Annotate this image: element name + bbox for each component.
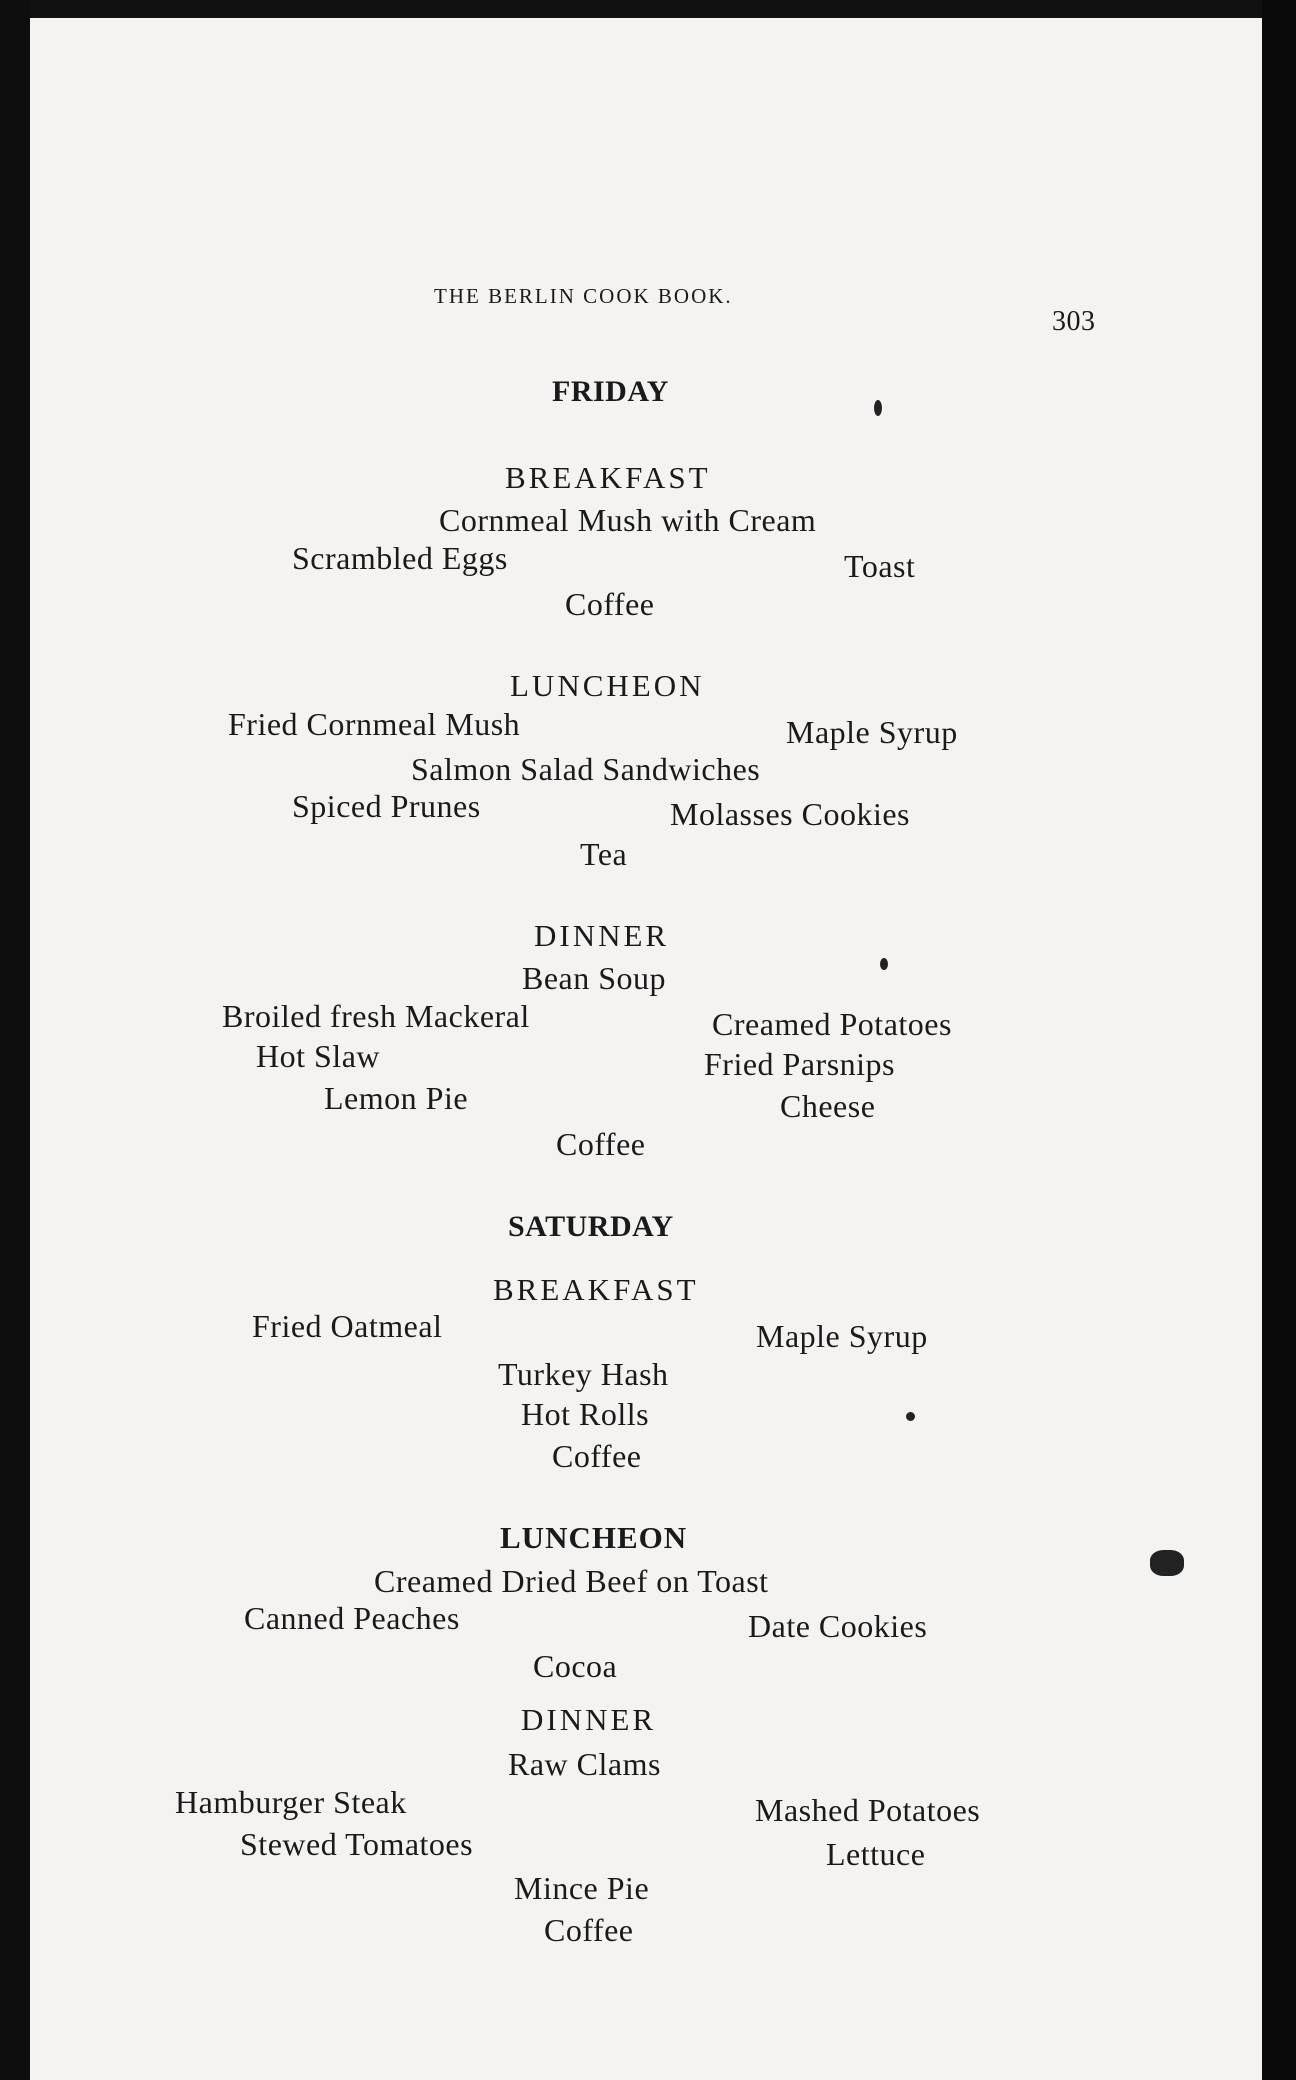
menu-item: Date Cookies bbox=[748, 1608, 928, 1644]
menu-item: Coffee bbox=[544, 1912, 634, 1948]
scan-speck bbox=[874, 400, 882, 416]
menu-item: Creamed Dried Beef on Toast bbox=[374, 1563, 769, 1599]
menu-item: Stewed Tomatoes bbox=[240, 1826, 474, 1862]
menu-item: Cornmeal Mush with Cream bbox=[439, 502, 817, 538]
menu-item: Toast bbox=[844, 548, 916, 584]
menu-item: Maple Syrup bbox=[786, 714, 958, 750]
scan-speck bbox=[1150, 1550, 1184, 1576]
friday-luncheon-heading: LUNCHEON bbox=[510, 668, 705, 703]
menu-item: Turkey Hash bbox=[498, 1356, 669, 1392]
menu-item: Scrambled Eggs bbox=[292, 540, 508, 576]
menu-item: Mashed Potatoes bbox=[755, 1792, 981, 1828]
menu-item: Molasses Cookies bbox=[670, 796, 910, 832]
menu-item: Mince Pie bbox=[514, 1870, 650, 1906]
scan-speck bbox=[880, 958, 888, 970]
saturday-dinner-heading: DINNER bbox=[521, 1702, 657, 1737]
day-heading-friday: FRIDAY bbox=[552, 375, 669, 408]
menu-item: Lettuce bbox=[826, 1836, 926, 1872]
menu-item: Coffee bbox=[565, 586, 655, 622]
saturday-breakfast-heading: BREAKFAST bbox=[493, 1272, 699, 1307]
menu-item: Hamburger Steak bbox=[175, 1784, 407, 1820]
day-heading-saturday: SATURDAY bbox=[508, 1210, 674, 1243]
menu-item: Fried Parsnips bbox=[704, 1046, 895, 1082]
menu-item: Hot Rolls bbox=[521, 1396, 650, 1432]
page-binding-shadow bbox=[0, 0, 30, 2080]
menu-item: Cocoa bbox=[533, 1648, 618, 1684]
friday-dinner-heading: DINNER bbox=[534, 918, 670, 953]
menu-item: Coffee bbox=[556, 1126, 646, 1162]
menu-item: Fried Cornmeal Mush bbox=[228, 706, 521, 742]
menu-item: Coffee bbox=[552, 1438, 642, 1474]
menu-item: Raw Clams bbox=[508, 1746, 661, 1782]
menu-item: Tea bbox=[580, 836, 628, 872]
menu-item: Bean Soup bbox=[522, 960, 667, 996]
menu-item: Cheese bbox=[780, 1088, 876, 1124]
book-title-header: THE BERLIN COOK BOOK. bbox=[434, 284, 733, 308]
menu-item: Maple Syrup bbox=[756, 1318, 928, 1354]
menu-item: Salmon Salad Sandwiches bbox=[411, 751, 761, 787]
scan-speck bbox=[906, 1412, 915, 1421]
menu-item: Hot Slaw bbox=[256, 1038, 380, 1074]
menu-item: Canned Peaches bbox=[244, 1600, 460, 1636]
menu-item: Broiled fresh Mackeral bbox=[222, 998, 530, 1034]
book-page bbox=[30, 18, 1262, 2080]
page-number: 303 bbox=[1052, 306, 1096, 337]
menu-item: Spiced Prunes bbox=[292, 788, 481, 824]
menu-item: Lemon Pie bbox=[324, 1080, 469, 1116]
menu-item: Fried Oatmeal bbox=[252, 1308, 443, 1344]
menu-item: Creamed Potatoes bbox=[712, 1006, 952, 1042]
saturday-luncheon-heading: LUNCHEON bbox=[500, 1520, 688, 1555]
page-edge-shadow bbox=[1262, 0, 1296, 2080]
friday-breakfast-heading: BREAKFAST bbox=[505, 460, 711, 495]
